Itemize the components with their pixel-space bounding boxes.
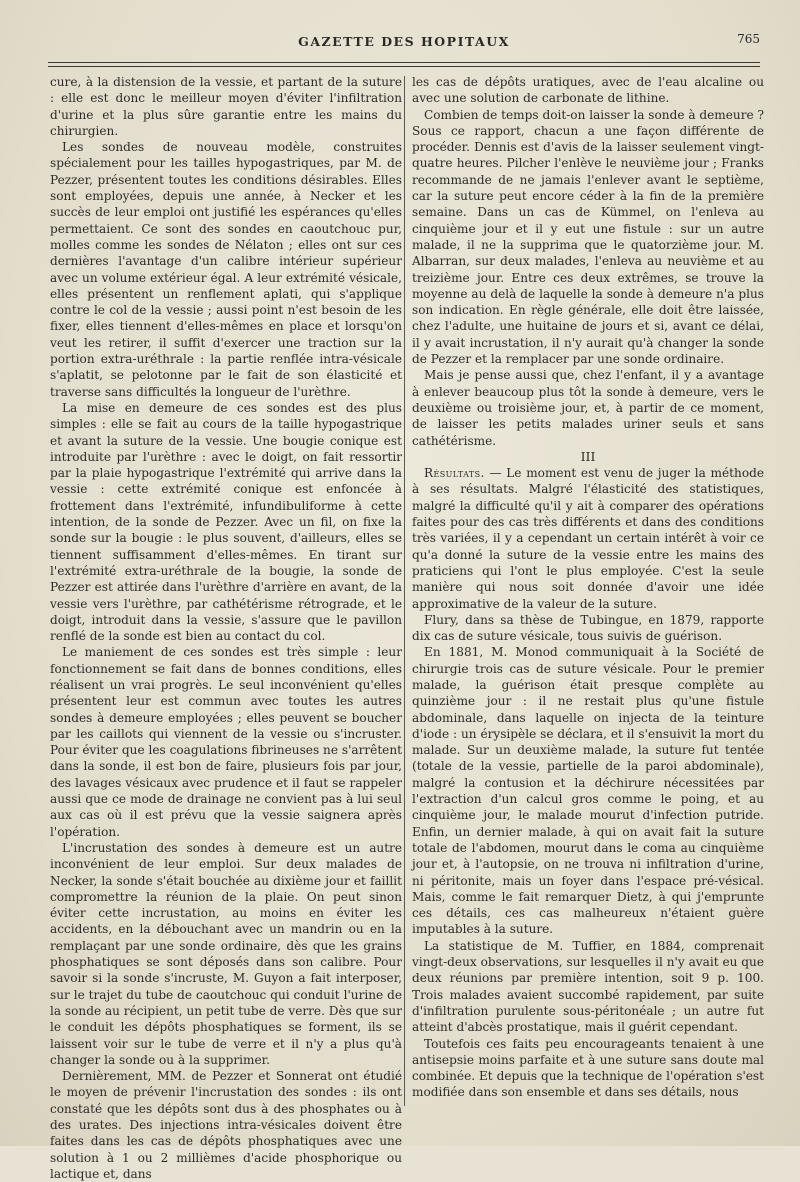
paragraph: Dernièrement, MM. de Pezzer et Sonnerat ont étudié le moyen de prévenir l'incrustation des sondes : ils ont constaté que les dépôts sont dus à des phosphates ou à des urates. Des injections intra-vésicales doivent être faites dans les cas de dépôts phosphatiques avec une solution à 1 ou 2 millièmes d'acide phosphorique ou lactique et, dans — [50, 1069, 402, 1181]
paragraph: Mais je pense aussi que, chez l'enfant, il y a avantage à enlever beaucoup plus tôt la sonde à demeure, vers le deuxième ou troisième jour, et, à partir de ce moment, de laisser les petits malades uriner seuls et sans cathétérisme. — [412, 368, 764, 448]
left-column — [50, 74, 402, 1181]
paragraph: Les sondes de nouveau modèle, construites spécialement pour les tailles hypogastriques, par M. de Pezzer, présentent toutes les conditions désirables. Elles sont employées, depuis une année, à Necker et les succès de leur emploi ont justifié les espérances qu'elles permettaient. Ce sont des sondes en caoutchouc pur, molles comme les sondes de Nélaton ; elles ont sur ces dernières l'avantage d'un calibre intérieur supérieur avec un volume extérieur égal. A leur extrémité vésicale, elles présentent un renflement aplati, qui s'applique contre le col de la vessie ; aussi point n'est besoin de les fixer, elles tiennent d'elles-mêmes en place et lorsqu'on veut les retirer, il suffit d'exercer une traction sur la portion extra-uréthrale : la partie renflée intra-vésicale s'aplatit, se pelotonne par le fait de son élasticité et traverse sans difficultés la longueur de l'urèthre. — [50, 140, 402, 399]
header-rule-thick — [48, 62, 760, 63]
paragraph: les cas de dépôts uratiques, avec de l'eau alcaline ou avec une solution de carbonate de lithine. — [412, 75, 764, 106]
paragraph: cure, à la distension de la vessie, et partant de la suture : elle est donc le meilleur moyen d'éviter l'infiltration d'urine et la plus sûre garantie entre les mains du chirurgien. — [50, 75, 402, 138]
right-column — [412, 74, 764, 1124]
page-number: 765 — [737, 32, 760, 46]
paragraph: En 1881, M. Monod communiquait à la Société de chirurgie trois cas de suture vésicale. Pour le premier malade, la guérison était presque complète au quinzième jour : il ne restait plus qu'une fistule abdominale, dans laquelle on injecta de la teinture d'iode : un érysipèle se déclara, et il s'ensuivit la mort du malade. Sur un deuxième malade, la suture fut tentée (totale de la vessie, partielle de la paroi abdominale), malgré la contusion et la déchirure nécessitées par l'extraction d'un calcul gros comme le poing, et au cinquième jour, le malade mourut d'infection putride. Enfin, un dernier malade, à qui on avait fait la suture totale de l'abdomen, mourut dans le coma au cinquième jour et, à l'autopsie, on ne trouva ni infiltration d'urine, ni péritonite, mais un foyer dans l'espace pré-vésical. Mais, comme le fait remarquer Dietz, à qui j'emprunte ces détails, ces cas malheureux n'étaient guère imputables à la suture. — [412, 645, 764, 937]
journal-title: GAZETTE DES HOPITAUX — [298, 34, 510, 49]
paragraph: Flury, dans sa thèse de Tubingue, en 1879, rapporte dix cas de suture vésicale, tous suivis de guérison. — [412, 612, 764, 644]
column-divider — [404, 76, 405, 1106]
paragraph: Le maniement de ces sondes est très simple : leur fonctionnement se fait dans de bonnes conditions, elles réalisent un vrai progrès. Le seul inconvénient qu'elles présentent leur est commun avec toutes les autres sondes à demeure employées ; elles peuvent se boucher par les caillots qui viennent de la vessie ou s'incruster. Pour éviter que les coagulations fibrineuses ne s'arrêtent dans la sonde, il est bon de faire, plusieurs fois par jour, des lavages vésicaux avec prudence et il faut se rappeler aussi que ce mode de drainage ne convient pas à lui seul aux cas où il est prévu que la vessie saignera après l'opération. — [50, 645, 402, 839]
section-number: III — [580, 448, 596, 464]
paragraph: La mise en demeure de ces sondes est des plus simples : elle se fait au cours de la taille hypogastrique et avant la suture de la vessie. Une bougie conique est introduite par l'urèthre : avec le doigt, on fait ressortir par la plaie hypogastrique l'extrémité qui arrive dans la vessie : cette extrémité conique est enfoncée à frottement dans l'extrémité, infundibuliforme à cette intention, de la sonde de Pezzer. Avec un fil, on fixe la sonde sur la bougie : le plus souvent, d'ailleurs, elles se tiennent suffisamment d'elles-mêmes. En tirant sur l'extrémité extra-uréthrale de la bougie, la sonde de Pezzer est attirée dans l'urèthre d'arrière en avant, de la vessie vers l'urèthre, par cathétérisme rétrograde, et le doigt, introduit dans la vessie, s'assure que le pavillon renflé de la sonde est bien au contact du col. — [50, 400, 402, 644]
results-heading: Résultats. — [424, 466, 485, 481]
results-text: — Le moment est venu de juger la méthode à ses résultats. Malgré l'élasticité des statistiques, malgré la difficulté qu'il y ait à comparer des opérations faites pour des cas très différents et dans des conditions très variées, il y a cependant un certain intérêt à voir ce qu'a donné la suture de la vessie entre les mains des praticiens qui l'ont le plus employée. C'est la seule manière qui nous soit donnée d'avoir une idée approximative de la valeur de la suture. — [412, 466, 764, 611]
results-paragraph — [412, 465, 764, 612]
paragraph: Combien de temps doit-on laisser la sonde à demeure ? Sous ce rapport, chacun a une façon différente de procéder. Dennis est d'avis de la laisser seulement vingt-quatre heures. Pilcher l'enlève le neuvième jour ; Franks recommande de ne jamais l'enlever avant le septième, car la suture peut encore céder à la fin de la première semaine. Dans un cas de Kümmel, on l'enleva au cinquième jour et il y eut une fistule : sur un autre malade, il ne la supprima que le quatorzième jour. M. Albarran, sur deux malades, l'enleva au neuvième et au treizième jour. Entre ces deux extrêmes, se trouve la moyenne au delà de laquelle la sonde à demeure n'a plus son indication. En règle générale, elle doit être laissée, chez l'adulte, une huitaine de jours et si, avant ce délai, il y avait incrustation, il n'y aurait qu'à changer la sonde de Pezzer et la remplacer par une sonde ordinaire. — [412, 107, 764, 367]
paragraph: Toutefois ces faits peu encourageants tenaient à une antisepsie moins parfaite et à une suture sans doute mal combinée. Et depuis que la technique de l'opération s'est modifiée dans son ensemble et dans ses détails, nous — [412, 1036, 764, 1100]
paragraph: L'incrustation des sondes à demeure est un autre inconvénient de leur emploi. Sur deux malades de Necker, la sonde s'était bouchée au dixième jour et faillit compromettre la réunion de la plaie. On peut sinon éviter cette incrustation, au moins en éviter les accidents, en la débouchant avec un mandrin ou en la remplaçant par une sonde ordinaire, dès que les grains phosphatiques se sont déposés dans son calibre. Pour savoir si la sonde s'incruste, M. Guyon a fait interposer, sur le trajet du tube de caoutchouc qui conduit l'urine de la sonde au récipient, un petit tube de verre. Dès que sur le conduit les dépôts phosphatiques se forment, ils se laissent voir sur le tube de verre et il n'y a plus qu'à changer la sonde ou à la supprimer. — [50, 840, 402, 1067]
page-header — [48, 30, 760, 58]
header-rule-thin — [48, 66, 760, 67]
paragraph: La statistique de M. Tuffier, en 1884, comprenait vingt-deux observations, sur lesquelles il n'y avait eu que deux réunions par première intention, soit 9 p. 100. Trois malades avaient succombé rapidement, par suite d'infiltration purulente sous-péritonéale ; un autre fut atteint d'abcès prostatique, mais il guérit cependant. — [412, 938, 764, 1035]
